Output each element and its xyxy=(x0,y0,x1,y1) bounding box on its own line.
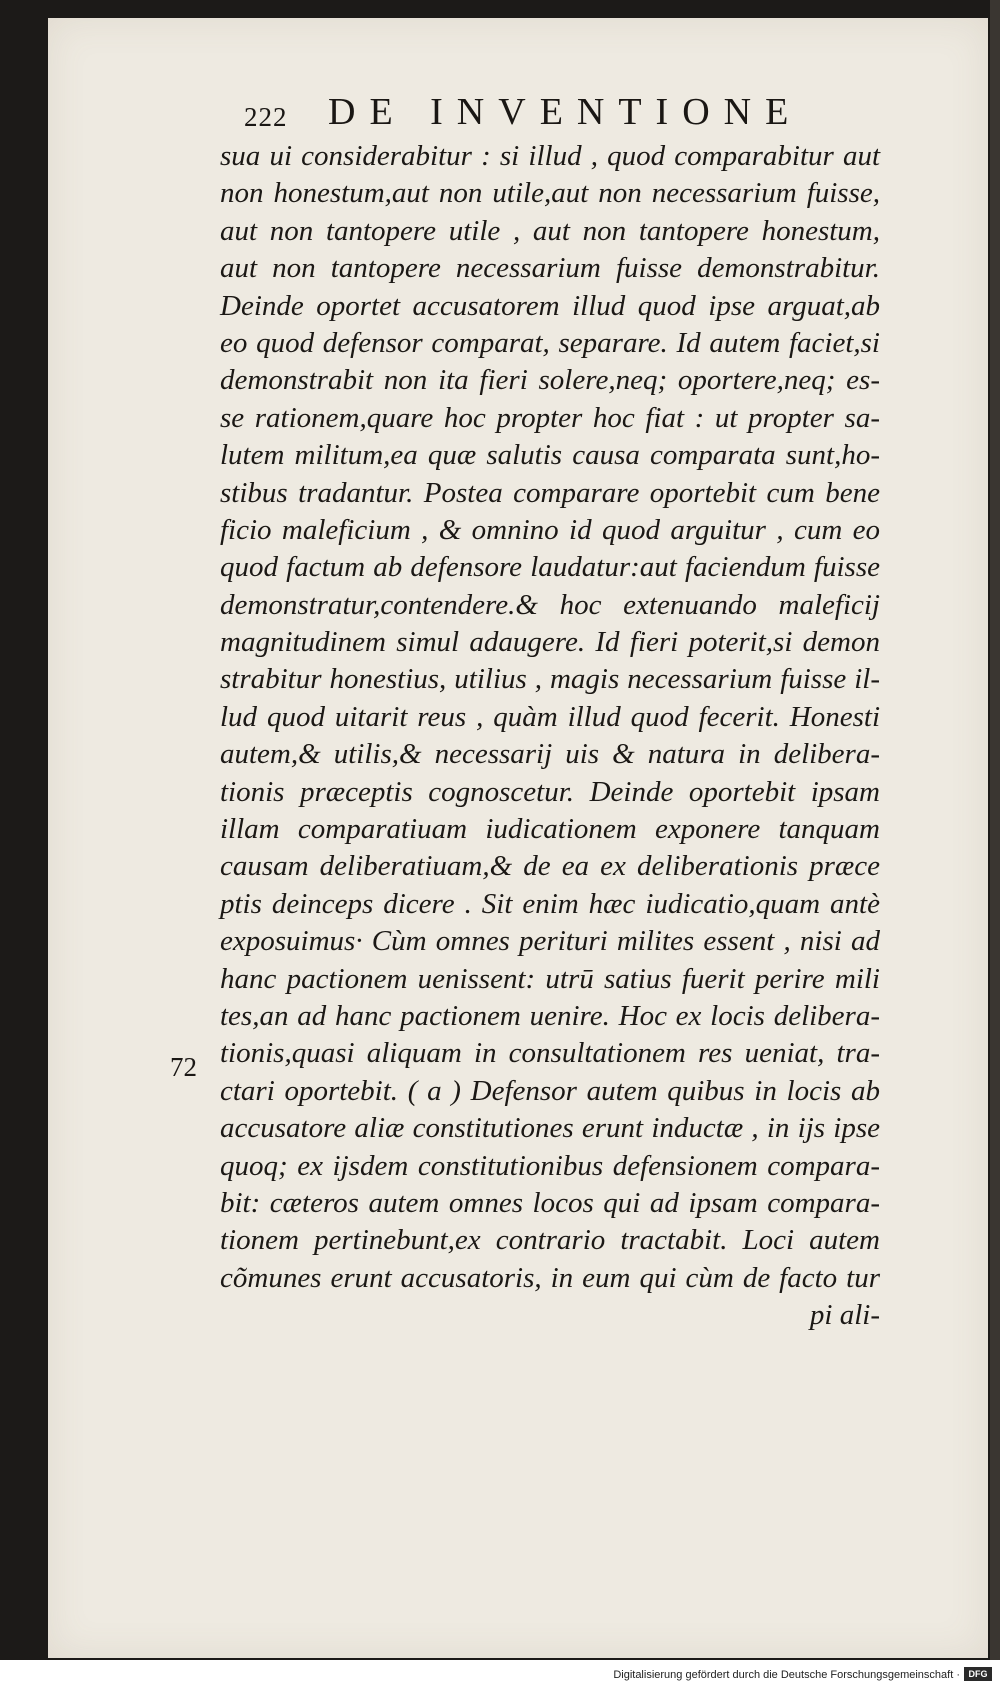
text-line: tionis,quasi aliquam in consultationem res ueniat, tra- xyxy=(220,1037,880,1070)
text-line: aut non tantopere utile , aut non tantopere honestum, xyxy=(220,214,880,247)
text-line: ptis deinceps dicere . Sit enim hæc iudicatio,quam antè xyxy=(220,887,880,920)
page-number: 222 xyxy=(244,102,288,132)
text-line: lutem militum,ea quæ salutis causa comparata sunt,ho- xyxy=(220,439,880,472)
body-text xyxy=(220,138,880,1335)
text-line: tes,an ad hanc pactionem uenire. Hoc ex locis delibera- xyxy=(220,999,880,1032)
book-edge xyxy=(990,0,1000,1660)
text-line: ctari oportebit. ( a ) Defensor autem quibus in locis ab xyxy=(220,1074,880,1107)
text-line: pi ali- xyxy=(809,1299,880,1332)
text-line: strabitur honestius, utilius , magis necessarium fuisse il- xyxy=(220,663,880,696)
dfg-logo-icon: DFG xyxy=(964,1667,992,1681)
text-line: causam deliberatiuam,& de ea ex deliberationis præce xyxy=(220,850,880,883)
text-line: bit: cæteros autem omnes locos qui ad ipsam compara- xyxy=(220,1186,880,1219)
text-line: quoq; ex ijsdem constitutionibus defensionem compara- xyxy=(220,1149,880,1182)
text-line: illam comparatiuam iudicationem exponere tanquam xyxy=(220,813,880,846)
text-line: autem,& utilis,& necessarij uis & natura in delibera- xyxy=(220,738,880,771)
text-line: quod factum ab defensore laudatur:aut faciendum fuisse xyxy=(220,551,880,584)
text-line: eo quod defensor comparat, separare. Id autem faciet,si xyxy=(220,326,880,359)
running-title: DE INVENTIONE xyxy=(328,91,803,133)
margin-note: 72 xyxy=(170,1052,197,1082)
text-line: cõmunes erunt accusatoris, in eum qui cùm de facto tur xyxy=(220,1261,880,1294)
text-line: stibus tradantur. Postea comparare oportebit cum bene xyxy=(220,476,880,509)
text-line: tionem pertinebunt,ex contrario tractabit. Loci autem xyxy=(220,1224,880,1257)
text-line: exposuimus· Cùm omnes perituri milites essent , nisi ad xyxy=(220,925,880,958)
text-line: sua ui considerabitur : si illud , quod comparabitur aut xyxy=(220,140,880,172)
text-line: ficio maleficium , & omnino id quod arguitur , cum eo xyxy=(220,513,880,546)
text-line: accusatore aliæ constitutiones erunt inductæ , in ijs ipse xyxy=(220,1112,880,1145)
text-line: demonstrabit non ita fieri solere,neq; oportere,neq; es- xyxy=(220,364,880,397)
text-line: se rationem,quare hoc propter hoc fiat : ut propter sa- xyxy=(220,401,880,434)
text-line: Deinde oportet accusatorem illud quod ipse arguat,ab xyxy=(220,289,880,322)
text-line: lud quod uitarit reus , quàm illud quod fecerit. Honesti xyxy=(220,700,880,733)
text-line: tionis præceptis cognoscetur. Deinde oportebit ipsam xyxy=(220,775,880,808)
page-header xyxy=(244,90,884,140)
text-line: non honestum,aut non utile,aut non necessarium fuisse, xyxy=(220,177,880,210)
text-line: hanc pactionem uenissent: utrū satius fuerit perire mili xyxy=(220,962,880,995)
text-line: aut non tantopere necessarium fuisse demonstrabitur. xyxy=(220,252,880,285)
text-line: demonstratur,contendere.& hoc extenuando maleficij xyxy=(220,588,880,621)
text-line: magnitudinem simul adaugere. Id fieri poterit,si demon xyxy=(220,626,880,659)
footer-bar xyxy=(0,1660,1000,1693)
footer-credit: Digitalisierung gefördert durch die Deutsche Forschungsgemeinschaft · xyxy=(613,1669,960,1681)
